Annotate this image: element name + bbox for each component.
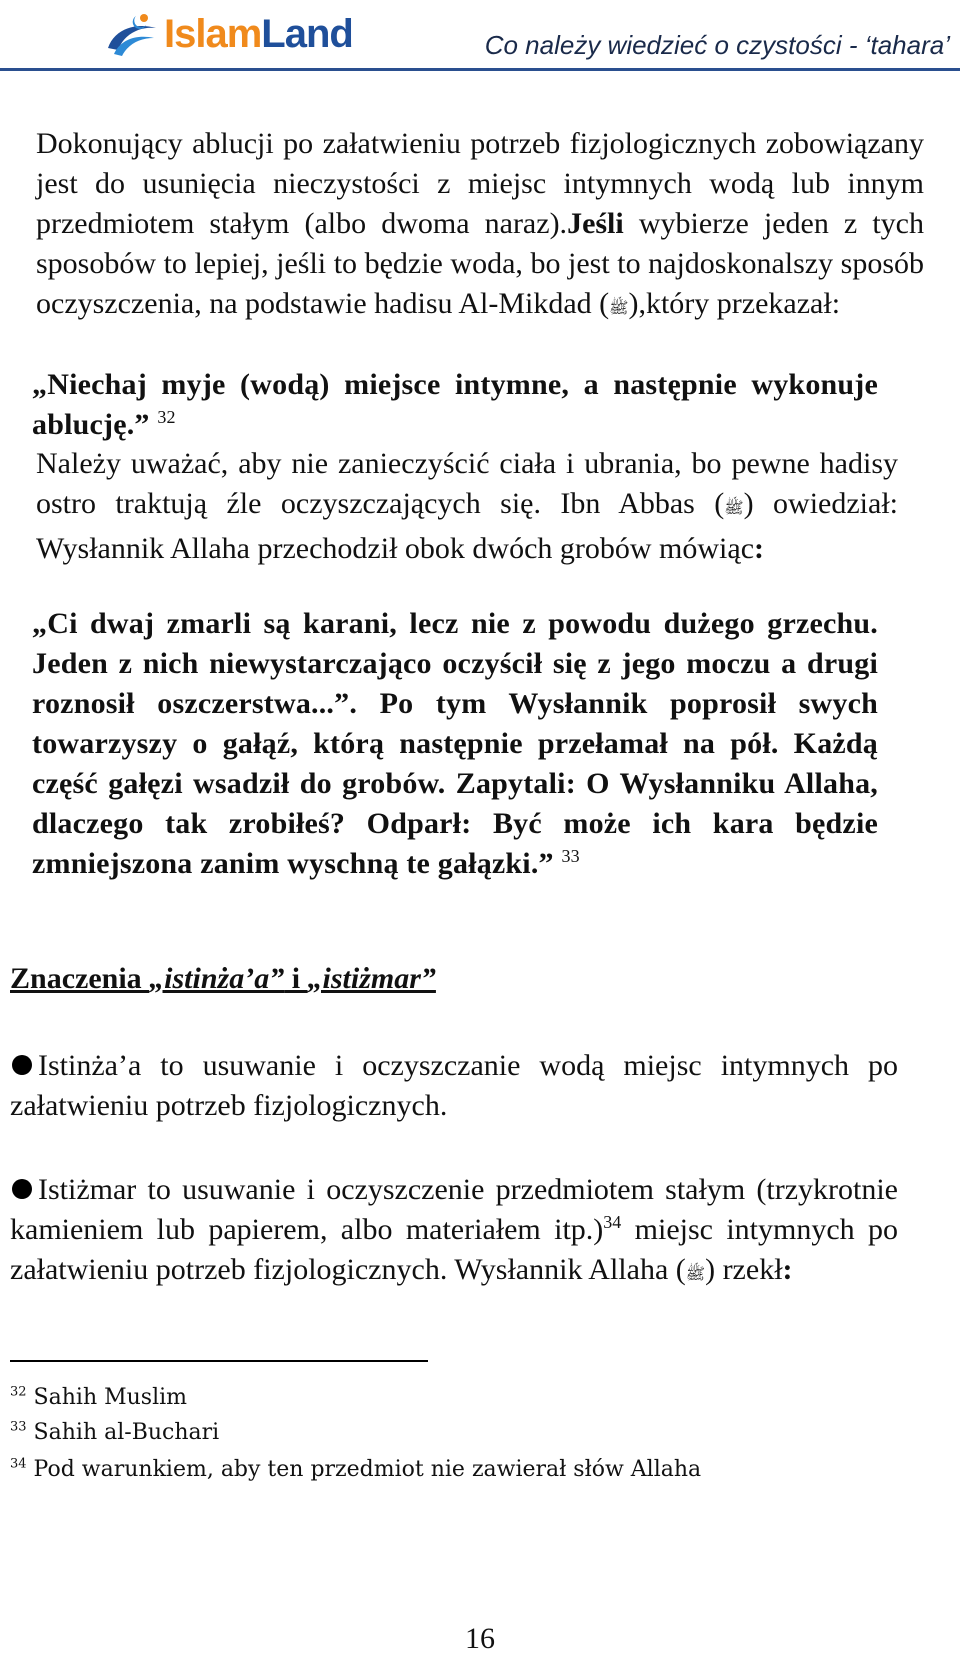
bullet-text: Istinża’a to usuwanie i oczyszczanie wodą miejsc intymnych po załatwieniu potrzeb fizjologicznych. [10,1049,898,1122]
heading-text: i [284,962,308,995]
footnote-text: Sahih al-Buchari [33,1420,220,1445]
bullet-icon [12,1055,32,1075]
footnote-divider [10,1360,428,1362]
quote-text: „Niechaj myje (wodą) miejsce intymne, a następnie wykonuje ablucję.” [32,368,878,441]
footnote-ref[interactable]: 32 [157,407,176,427]
footnote-text: Pod warunkiem, aby ten przedmiot nie zawierał słów Allaha [33,1457,702,1482]
footnote-item [10,1456,701,1484]
logo-text-land: Land [261,12,353,56]
bullet-text: Istiżmar to usuwanie i oczyszczenie przedmiotem stałym (trzykrotnie kamieniem lub papierem, albo materiałem itp.) [10,1173,898,1246]
document-title: Co należy wiedzieć o czystości - ‘tahara’ [484,30,950,60]
bullet-colon: : [782,1253,793,1286]
footnote-item [10,1419,219,1447]
hadith-quote-1 [32,365,878,445]
paragraph-text: wybierze jeden z tych sposobów to lepiej, jeśli to będzie woda, bo jest to najdoskonalszy sposób oczyszczenia, na podstawie hadisu Al-Mikdad ( [36,207,925,320]
paragraph-text: Należy uważać, aby nie zanieczyścić ciała i ubrania, bo pewne hadisy ostro traktują źle oczyszczających się. Ibn Abbas ( [36,447,898,520]
footnote-number: 32 [10,1384,27,1400]
paragraph-warning [10,444,898,569]
paragraph-ablution [10,124,924,329]
page-number: 16 [465,1622,495,1655]
paragraph-text: ),który przekazał: [628,287,841,320]
bullet-icon [12,1179,32,1199]
heading-term: „istinża’a” [149,962,285,995]
page-header [0,0,960,72]
bullet-istinja [10,1046,898,1126]
heading-text: Znaczenia [10,962,150,995]
bullet-text: ) rzekł [705,1253,783,1286]
islamland-logo[interactable] [100,8,353,60]
heading-term: „istiżmar” [307,962,436,995]
footnote-text: Sahih Muslim [33,1385,188,1410]
logo-text-islam: Islam [164,12,262,56]
bullet-istijmar [10,1170,898,1295]
section-heading [10,962,436,996]
hadith-quote-2 [32,604,878,884]
logo-crescent-icon [100,8,164,60]
footnote-ref[interactable]: 33 [561,846,580,866]
footnote-ref[interactable]: 34 [603,1212,622,1232]
paragraph-colon: : [754,532,765,565]
footnote-item [10,1384,187,1412]
paragraph-bold-word: Jeśli [567,207,624,240]
honorific-glyph: ﷺ [685,1266,706,1283]
paragraph-text: ) owiedział: Wysłannik Allaha przechodził obok dwóch grobów mówiąc [36,487,898,565]
paragraph-text: Dokonujący ablucji po załatwieniu potrzeb fizjologicznych zobowiązany jest do usunięcia nieczystości z miejsc intymnych wodą lub innym przedmiotem stałym (albo dwoma naraz). [36,127,924,240]
honorific-glyph: ﷺ [724,500,744,517]
bullet-text: miejsc intymnych po załatwieniu potrzeb fizjologicznych. Wysłannik Allaha ( [10,1213,898,1286]
header-divider [0,68,960,71]
footnote-number: 34 [10,1456,27,1472]
quote-text: „Ci dwaj zmarli są karani, lecz nie z powodu dużego grzechu. Jeden z nich niewystarczająco oczyścił się z jego moczu a drugi roznosił oszczerstwa...”. Po tym Wysłannik poprosił swych towarzyszy o gałąź, którą następnie przełamał na pół. Każdą część gałęzi wsadził do grobów. Zapytali: O Wysłanniku Allaha, dlaczego tak zrobiłeś? Odparł: Być może ich kara będzie zmniejszona zanim wyschną te gałązki.” [32,607,878,880]
honorific-glyph: ﷺ [609,300,629,317]
footnote-number: 33 [10,1419,27,1435]
